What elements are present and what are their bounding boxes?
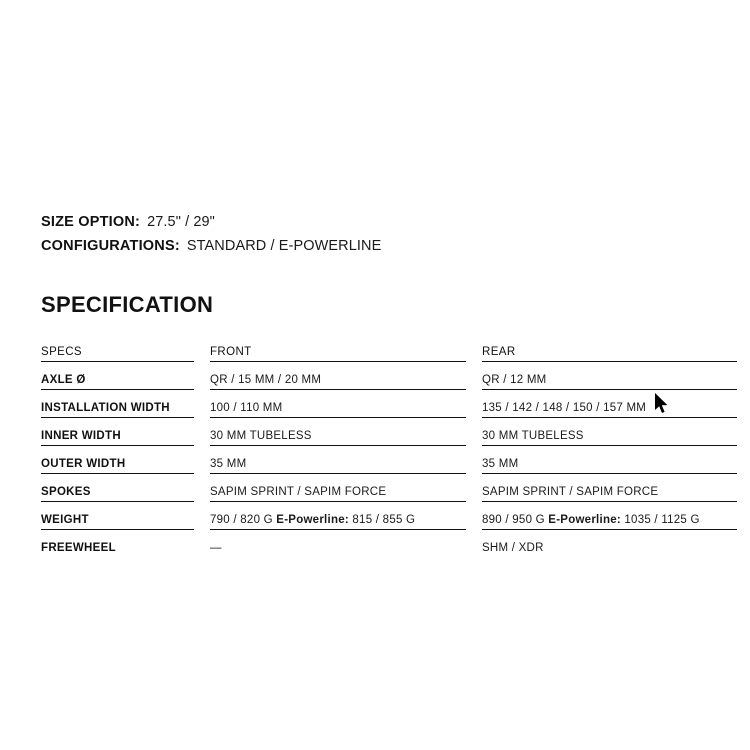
row-front-value: 35 MM xyxy=(210,446,466,474)
column-header-specs: SPECS xyxy=(41,334,194,362)
row-label: FREEWHEEL xyxy=(41,542,116,554)
column-gap xyxy=(194,474,210,502)
product-meta xyxy=(41,210,701,258)
table-row xyxy=(41,530,737,558)
row-label: INNER WIDTH xyxy=(41,418,194,446)
column-gap xyxy=(466,446,482,474)
row-rear-value: SHM / XDR xyxy=(482,542,544,554)
weight-rear-bold: E-Powerline: xyxy=(548,514,621,526)
column-header-front: FRONT xyxy=(210,334,466,362)
row-front-value: 30 MM TUBELESS xyxy=(210,418,466,446)
column-gap xyxy=(194,446,210,474)
weight-front-text xyxy=(210,514,466,526)
row-label: WEIGHT xyxy=(41,502,194,530)
column-gap xyxy=(466,474,482,502)
row-rear-value: SAPIM SPRINT / SAPIM FORCE xyxy=(482,474,737,502)
column-gap xyxy=(466,418,482,446)
row-rear-value: 30 MM TUBELESS xyxy=(482,418,737,446)
row-front-value: — xyxy=(210,542,222,554)
column-gap xyxy=(194,418,210,446)
table-row xyxy=(41,474,737,502)
weight-front-plain: 790 / 820 G xyxy=(210,514,277,526)
column-gap xyxy=(466,334,482,362)
column-gap xyxy=(466,502,482,530)
row-rear-value: 35 MM xyxy=(482,446,737,474)
size-option-label: SIZE OPTION: xyxy=(41,214,141,230)
table-row xyxy=(41,418,737,446)
row-rear-value: QR / 12 MM xyxy=(482,362,737,390)
row-label: AXLE Ø xyxy=(41,362,194,390)
row-rear-value: 135 / 142 / 148 / 150 / 157 MM xyxy=(482,390,737,418)
size-option-row xyxy=(41,210,701,234)
row-rear-value xyxy=(482,502,737,530)
configurations-label: CONFIGURATIONS: xyxy=(41,238,180,254)
column-gap xyxy=(466,362,482,390)
row-label: INSTALLATION WIDTH xyxy=(41,390,194,418)
column-gap xyxy=(194,334,210,362)
weight-rear-plain: 890 / 950 G xyxy=(482,514,549,526)
table-row xyxy=(41,390,737,418)
specification-heading: SPECIFICATION xyxy=(41,292,214,317)
table-header-row xyxy=(41,334,737,362)
row-front-value: SAPIM SPRINT / SAPIM FORCE xyxy=(210,474,466,502)
configurations-value: STANDARD / E-POWERLINE xyxy=(186,238,382,254)
specification-table xyxy=(41,334,737,557)
column-gap xyxy=(194,390,210,418)
column-gap xyxy=(194,502,210,530)
column-gap xyxy=(466,530,482,558)
column-header-rear: REAR xyxy=(482,334,737,362)
row-front-value: 100 / 110 MM xyxy=(210,390,466,418)
size-option-value: 27.5" / 29" xyxy=(147,214,215,230)
row-front-value xyxy=(210,502,466,530)
column-gap xyxy=(194,530,210,558)
configurations-row xyxy=(41,234,701,258)
weight-rear-tail: 1035 / 1125 G xyxy=(620,514,700,526)
table-row xyxy=(41,446,737,474)
table-row xyxy=(41,502,737,530)
table-row xyxy=(41,362,737,390)
column-gap xyxy=(194,362,210,390)
weight-front-tail: 815 / 855 G xyxy=(348,514,416,526)
row-front-value: QR / 15 MM / 20 MM xyxy=(210,362,466,390)
column-gap xyxy=(466,390,482,418)
weight-rear-text xyxy=(482,514,737,526)
weight-front-bold: E-Powerline: xyxy=(276,514,349,526)
row-label: OUTER WIDTH xyxy=(41,446,194,474)
row-label: SPOKES xyxy=(41,474,194,502)
specification-table-wrap xyxy=(41,334,705,557)
